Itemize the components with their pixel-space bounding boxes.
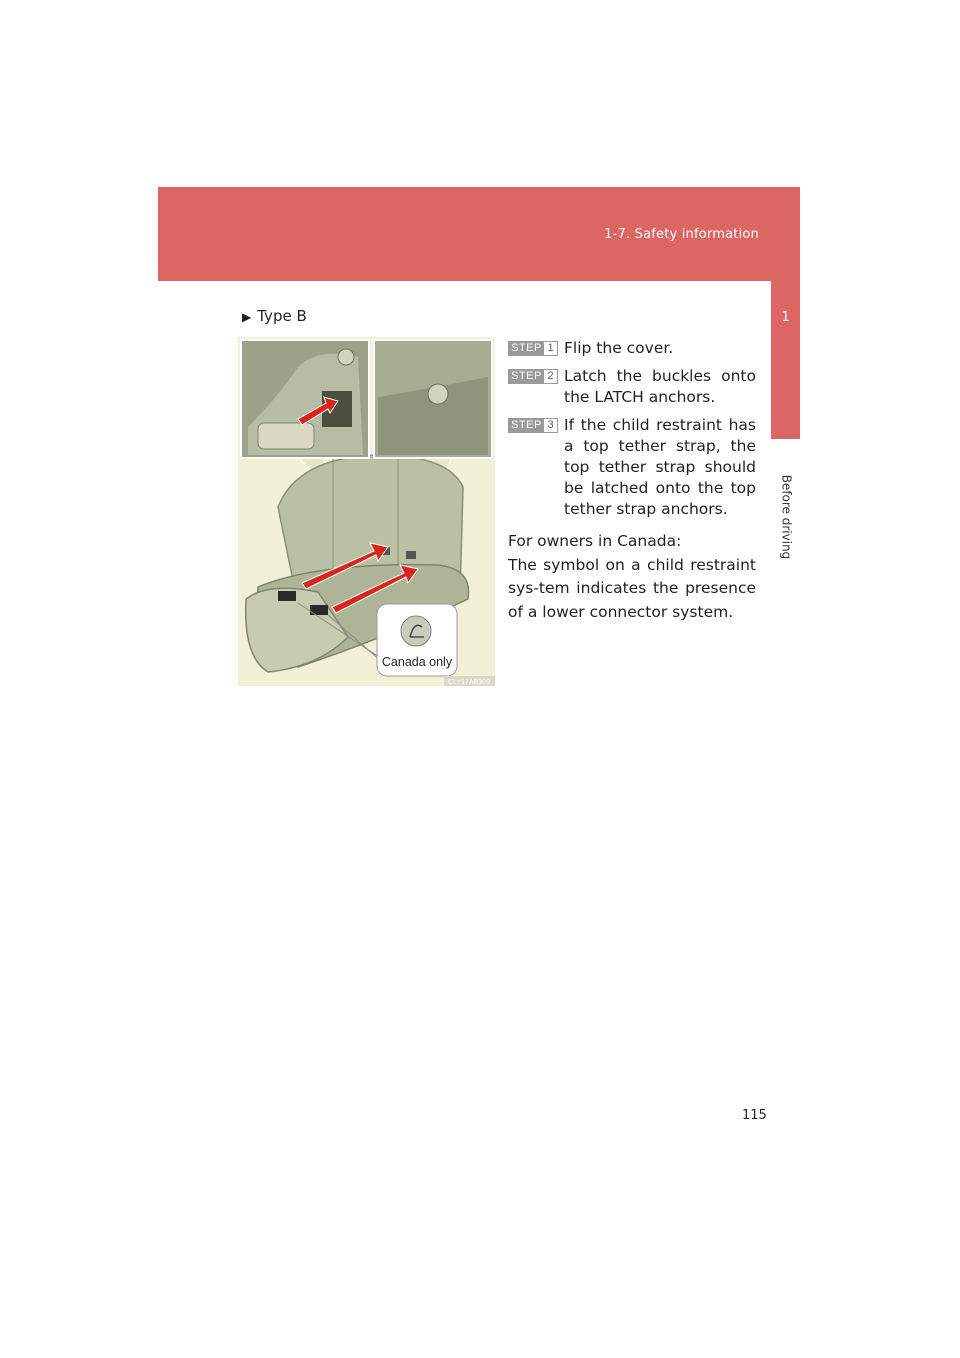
section-title: 1-7. Safety information xyxy=(604,227,759,242)
step-item xyxy=(508,366,756,408)
latch-anchor-right xyxy=(406,551,416,559)
detail-panel-armrest xyxy=(258,423,314,449)
canada-note xyxy=(508,530,756,624)
page-number: 115 xyxy=(742,1108,767,1123)
step-badge xyxy=(508,341,558,356)
canada-only-label: Canada only xyxy=(381,655,453,669)
chapter-label-wrapper xyxy=(772,462,800,572)
anchor-symbol-icon xyxy=(428,384,448,404)
step-badge xyxy=(508,369,558,384)
step-badge-number: 3 xyxy=(544,419,557,432)
step-badge-word: STEP xyxy=(509,370,544,383)
step-badge-word: STEP xyxy=(509,419,544,432)
latch-connector-lower xyxy=(310,605,328,615)
latch-connector-upper xyxy=(278,591,296,601)
chapter-label: Before driving xyxy=(779,474,793,560)
child-seat-symbol-icon xyxy=(338,349,354,365)
step-badge xyxy=(508,418,558,433)
type-heading xyxy=(242,307,307,325)
step-text: If the child restraint has a top tether strap, the top tether strap should be latched onto the top tether strap anchors. xyxy=(564,416,756,518)
step-badge-word: STEP xyxy=(509,342,544,355)
seat-illustration-svg xyxy=(238,337,495,686)
step-text: Latch the buckles onto the LATCH anchors. xyxy=(564,367,756,406)
figure-code: CLY17AB309 xyxy=(448,679,490,686)
step-text: Flip the cover. xyxy=(564,339,674,357)
step-item xyxy=(508,415,756,520)
step-item xyxy=(508,338,756,359)
header-band xyxy=(158,187,800,281)
step-list xyxy=(508,338,756,527)
lower-connector-symbol-icon xyxy=(401,616,431,646)
latch-anchor-illustration xyxy=(238,337,495,686)
chapter-number: 1 xyxy=(781,310,790,325)
type-heading-text: Type B xyxy=(257,307,307,325)
canada-text: The symbol on a child restraint sys-tem indicates the presence of a lower connector system. xyxy=(508,555,756,621)
chapter-tab xyxy=(771,281,800,439)
step-badge-number: 1 xyxy=(544,342,557,355)
canada-heading: For owners in Canada: xyxy=(508,532,682,550)
step-badge-number: 2 xyxy=(544,370,557,383)
triangle-bullet-icon: ▶ xyxy=(242,310,252,324)
